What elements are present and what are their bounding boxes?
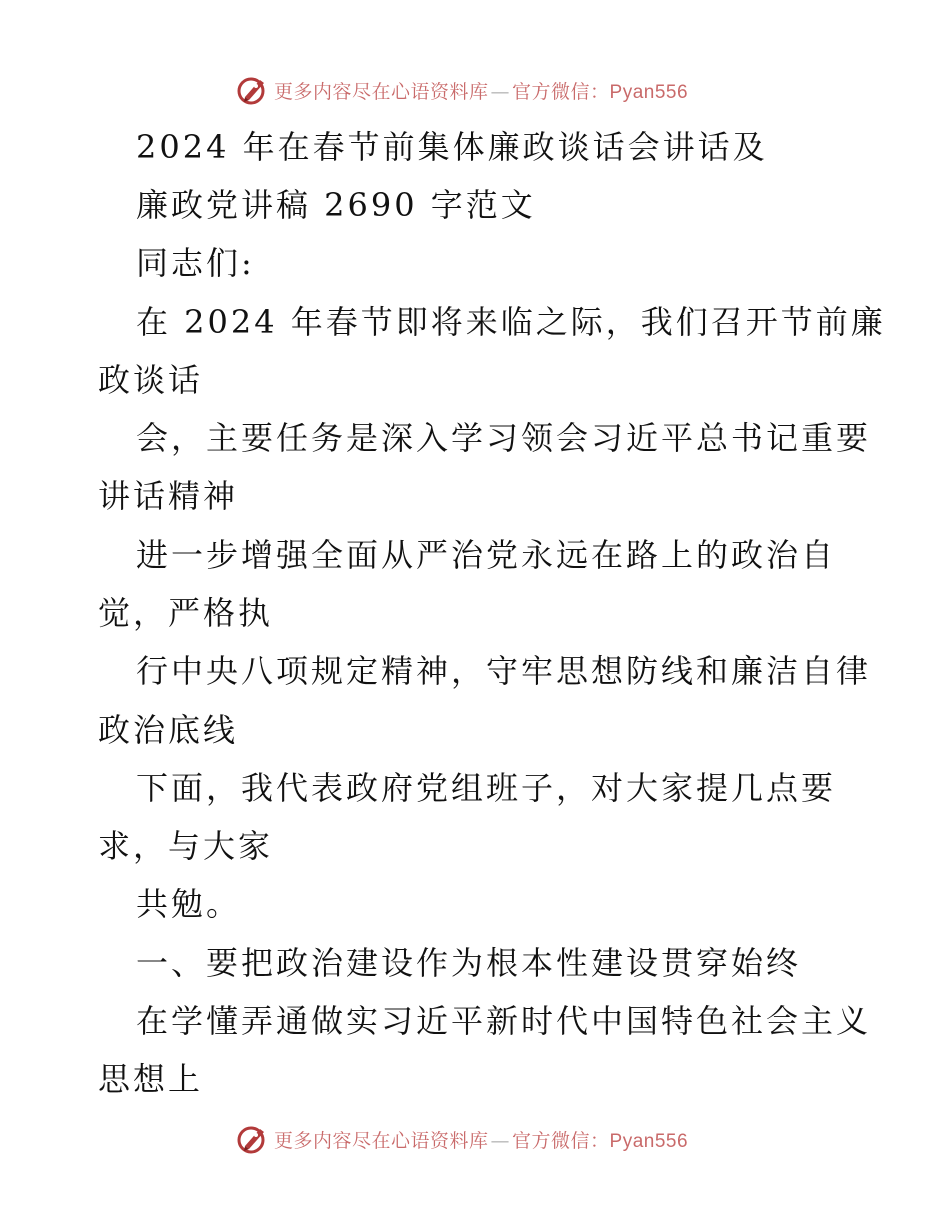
body-line: 在 2024 年春节即将来临之际，我们召开节前廉 xyxy=(136,303,886,341)
pen-logo-icon xyxy=(236,1123,268,1155)
doc-title-line-2: 廉政党讲稿 2690 字范文 xyxy=(136,186,536,224)
body-line: 政治底线 xyxy=(98,711,239,749)
banner-dash: — xyxy=(490,1129,511,1152)
body-line: 会，主要任务是深入学习领会习近平总书记重要 xyxy=(136,419,872,457)
header-banner xyxy=(236,73,688,107)
section-heading: 一、要把政治建设作为根本性建设贯穿始终 xyxy=(136,944,802,982)
body-line: 觉，严格执 xyxy=(98,594,274,632)
footer-banner xyxy=(236,1122,688,1156)
banner-title: 更多内容尽在心语资料库 xyxy=(274,80,489,103)
doc-title-line-1: 2024 年在春节前集体廉政谈话会讲话及 xyxy=(136,128,768,166)
banner-label: 官方微信： xyxy=(512,1129,610,1152)
pen-logo-icon xyxy=(236,74,268,106)
body-line: 讲话精神 xyxy=(98,477,239,515)
body-line: 行中央八项规定精神，守牢思想防线和廉洁自律 xyxy=(136,652,872,690)
body-line: 在学懂弄通做实习近平新时代中国特色社会主义 xyxy=(136,1002,872,1040)
banner-account: Pyan556 xyxy=(609,1130,689,1152)
banner-title: 更多内容尽在心语资料库 xyxy=(274,1129,489,1152)
body-line: 思想上 xyxy=(98,1060,204,1098)
banner-dash: — xyxy=(490,80,511,103)
salutation: 同志们: xyxy=(136,244,255,282)
body-line: 求，与大家 xyxy=(98,827,274,865)
body-line: 政谈话 xyxy=(98,361,204,399)
body-line: 下面，我代表政府党组班子，对大家提几点要 xyxy=(136,769,837,807)
body-line: 共勉。 xyxy=(136,885,242,923)
banner-label: 官方微信： xyxy=(512,80,610,103)
body-line: 进一步增强全面从严治党永远在路上的政治自 xyxy=(136,536,837,574)
banner-account: Pyan556 xyxy=(609,81,689,103)
